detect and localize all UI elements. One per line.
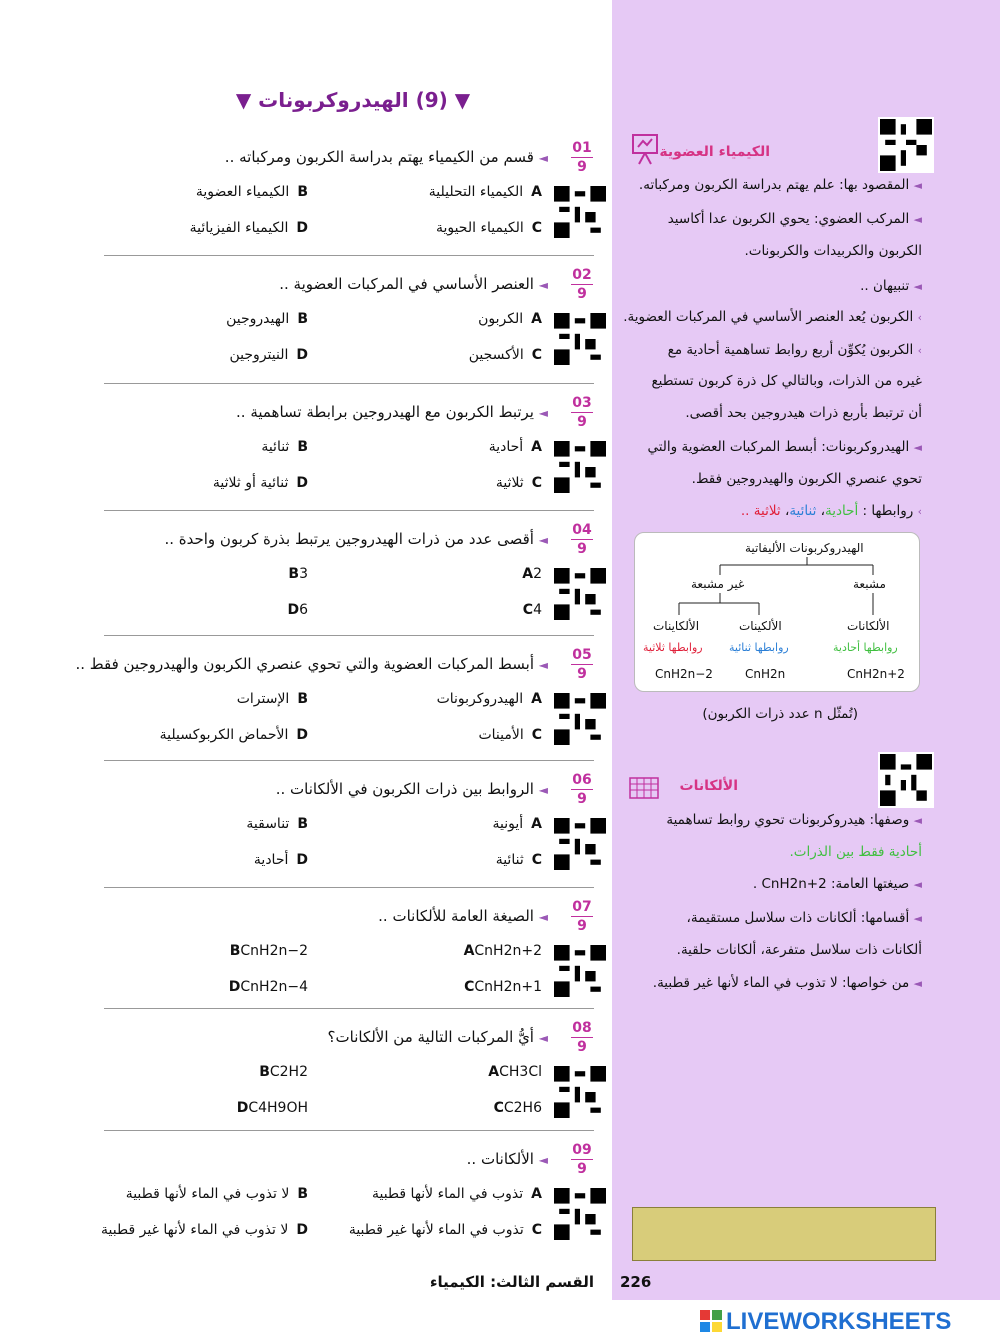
qr-code-icon [552,691,608,747]
qr-code-icon [552,439,608,495]
option-c[interactable]: Cالكيمياء الحيوية [435,220,542,236]
option-c[interactable]: CCnH2n+1 [464,979,542,995]
presentation-board-icon [630,132,660,166]
option-c[interactable]: Cالأكسجين [468,347,542,363]
question-divider [104,635,594,636]
option-c[interactable]: Cالأمينات [478,727,542,743]
diagram-alkenes-formula: CnH2n [745,667,786,681]
option-a[interactable]: Aتذوب في الماء لأنها قطبية [371,1186,542,1202]
option-b[interactable]: Bلا تذوب في الماء لأنها قطبية [125,1186,308,1202]
option-b[interactable]: B3 [288,566,308,582]
qr-code-icon [878,752,934,808]
bond-types-line: › روابطها : أحادية، ثنائية، ثلاثية .. [740,503,922,519]
sidebar-line: ◄ الهيدروكربونات: أبسط المركبات العضوية والتي [647,439,922,455]
question-text: ◄ الروابط بين ذرات الكربون في الألكانات .. [275,780,548,798]
option-a[interactable]: Aالكربون [478,311,542,327]
sidebar-line: ◄ أقسامها: ألكانات ذات سلاسل مستقيمة، [686,910,922,926]
section-title-organic-chemistry: الكيمياء العضوية [659,144,770,160]
diagram-alkenes-bond: روابطها ثنائية [729,641,789,654]
option-d[interactable]: Dأحادية [253,852,308,868]
sidebar-line: تحوي عنصري الكربون والهيدروجين فقط. [691,471,922,487]
question-text: ◄ الصيغة العامة للألكانات .. [378,907,548,925]
question-number: 06 9 [572,772,592,807]
qr-code-icon [552,943,608,999]
qr-code-icon [552,184,608,240]
diagram-unsaturated: غير مشبعة [691,577,745,591]
option-a[interactable]: Aالكيمياء التحليلية [428,184,542,200]
question-divider [104,1130,594,1131]
question-text: ◄ أبسط المركبات العضوية والتي تحوي عنصري الكربون والهيدروجين فقط .. [75,655,548,673]
diagram-root: الهيدروكربونات الأليفاتية [745,541,864,555]
option-c[interactable]: C4 [522,602,542,618]
question-number: 08 9 [572,1020,592,1055]
section-title-alkanes: الألكانات [679,778,738,794]
diagram-alkynes-formula: CnH2n−2 [655,667,713,681]
sidebar-line: ◄ من خواصها: لا تذوب في الماء لأنها غير قطبية. [652,975,922,991]
option-c[interactable]: Cثنائية [495,852,542,868]
option-b[interactable]: Bثنائية [261,439,308,455]
qr-code-icon [552,566,608,622]
option-b[interactable]: Bالكيمياء العضوية [195,184,308,200]
qr-code-icon [552,1064,608,1120]
question-text: ◄ يرتبط الكربون مع الهيدروجين برابطة تساهمية .. [236,403,548,421]
option-a[interactable]: Aالهيدروكربونات [436,691,542,707]
diagram-alkynes-bond: روابطها ثلاثية [643,641,703,654]
sidebar-line: ◄ المقصود بها: علم يهتم بدراسة الكربون ومركباته. [638,177,922,193]
page-title: ▼ (9) الهيدروكربونات ▼ [235,88,471,112]
question-divider [104,255,594,256]
sidebar-line: ◄ صيغتها العامة: CnH2n+2 . [752,876,922,892]
question-number: 01 9 [572,140,592,175]
option-d[interactable]: Dثنائية أو ثلاثية [212,475,308,491]
sidebar-line: غيره من الذرات، وبالتالي كل ذرة كربون تستطيع [651,373,922,389]
option-d[interactable]: Dالأحماض الكربوكسيلية [159,727,308,743]
footer-section: القسم الثالث: الكيمياء [429,1273,594,1291]
option-b[interactable]: Bالإسترات [236,691,308,707]
question-text: ◄ أيُّ المركبات التالية من الألكانات؟ [327,1028,548,1046]
sidebar-line: ألكانات ذات سلاسل متفرعة، ألكانات حلقية. [676,942,922,958]
option-b[interactable]: Bتناسقية [246,816,308,832]
option-d[interactable]: Dلا تذوب في الماء لأنها غير قطبية [101,1222,308,1238]
sidebar-line: ◄ تنبيهان .. [860,278,922,294]
qr-code-icon [552,1186,608,1242]
question-text: ◄ أقصى عدد من ذرات الهيدروجين يرتبط بذرة كربون واحدة .. [164,530,548,548]
brand-name: LIVEWORKSHEETS [726,1308,952,1335]
question-divider [104,760,594,761]
question-divider [104,887,594,888]
question-number: 02 9 [572,267,592,302]
option-a[interactable]: Aأيونية [492,816,542,832]
option-a[interactable]: Aأحادية [488,439,542,455]
sidebar-line: ◄ المركب العضوي: يحوي الكربون عدا أكاسيد [667,211,922,227]
question-divider [104,383,594,384]
sidebar-line: أن ترتبط بأربع ذرات هيدروجين بحد أقصى. [685,405,922,421]
option-a[interactable]: ACnH2n+2 [463,943,542,959]
option-d[interactable]: DC4H9OH [236,1100,308,1116]
diagram-alkynes: الألكاينات [653,619,700,633]
answer-input-box[interactable] [632,1207,936,1261]
option-a[interactable]: A2 [522,566,542,582]
qr-code-icon [878,117,934,173]
question-divider [104,1008,594,1009]
option-b[interactable]: BCnH2n−2 [229,943,308,959]
option-d[interactable]: DCnH2n−4 [228,979,308,995]
sidebar-line: › الكربون يُعد العنصر الأساسي في المركبات العضوية. [623,309,922,325]
question-number: 09 9 [572,1142,592,1177]
diagram-saturated: مشبعة [853,577,886,591]
option-d[interactable]: D6 [287,602,308,618]
option-c[interactable]: Cثلاثية [495,475,542,491]
question-number: 04 9 [572,522,592,557]
diagram-note: (تُمثّل n عدد ذرات الكربون) [702,706,858,722]
diagram-alkanes: الألكانات [847,619,890,633]
option-b[interactable]: Bالهيدروجين [226,311,308,327]
diagram-alkanes-formula: CnH2n+2 [847,667,905,681]
question-number: 07 9 [572,899,592,934]
option-b[interactable]: BC2H2 [259,1064,308,1080]
question-number: 05 9 [572,647,592,682]
option-c[interactable]: CC2H6 [493,1100,542,1116]
hydrocarbon-classification-diagram [634,532,920,692]
option-c[interactable]: Cتذوب في الماء لأنها غير قطبية [348,1222,542,1238]
sidebar-line: ◄ وصفها: هيدروكربونات تحوي روابط تساهمية [666,812,922,828]
question-text: ◄ الألكانات .. [466,1150,548,1168]
liveworksheets-logo-icon [700,1310,722,1332]
sidebar-line: أحادية فقط بين الذرات. [789,844,922,860]
diagram-alkenes: الألكينات [739,619,782,633]
diagram-alkanes-bond: روابطها أحادية [833,641,898,654]
grid-chart-icon [628,776,660,800]
question-text: ◄ العنصر الأساسي في المركبات العضوية .. [279,275,548,293]
question-divider [104,510,594,511]
qr-code-icon [552,816,608,872]
question-number: 03 9 [572,395,592,430]
option-d[interactable]: Dالكيمياء الفيزيائية [189,220,308,236]
sidebar-line: الكربون والكربيدات والكربونات. [744,243,922,259]
option-d[interactable]: Dالنيتروجين [229,347,308,363]
sidebar-line: › الكربون يُكوِّن أربع روابط تساهمية أحادية مع [667,342,922,358]
question-text: ◄ قسم من الكيمياء يهتم بدراسة الكربون ومركباته .. [224,148,548,166]
option-a[interactable]: ACH3Cl [488,1064,542,1080]
page-number: 226 [620,1273,652,1291]
qr-code-icon [552,311,608,367]
